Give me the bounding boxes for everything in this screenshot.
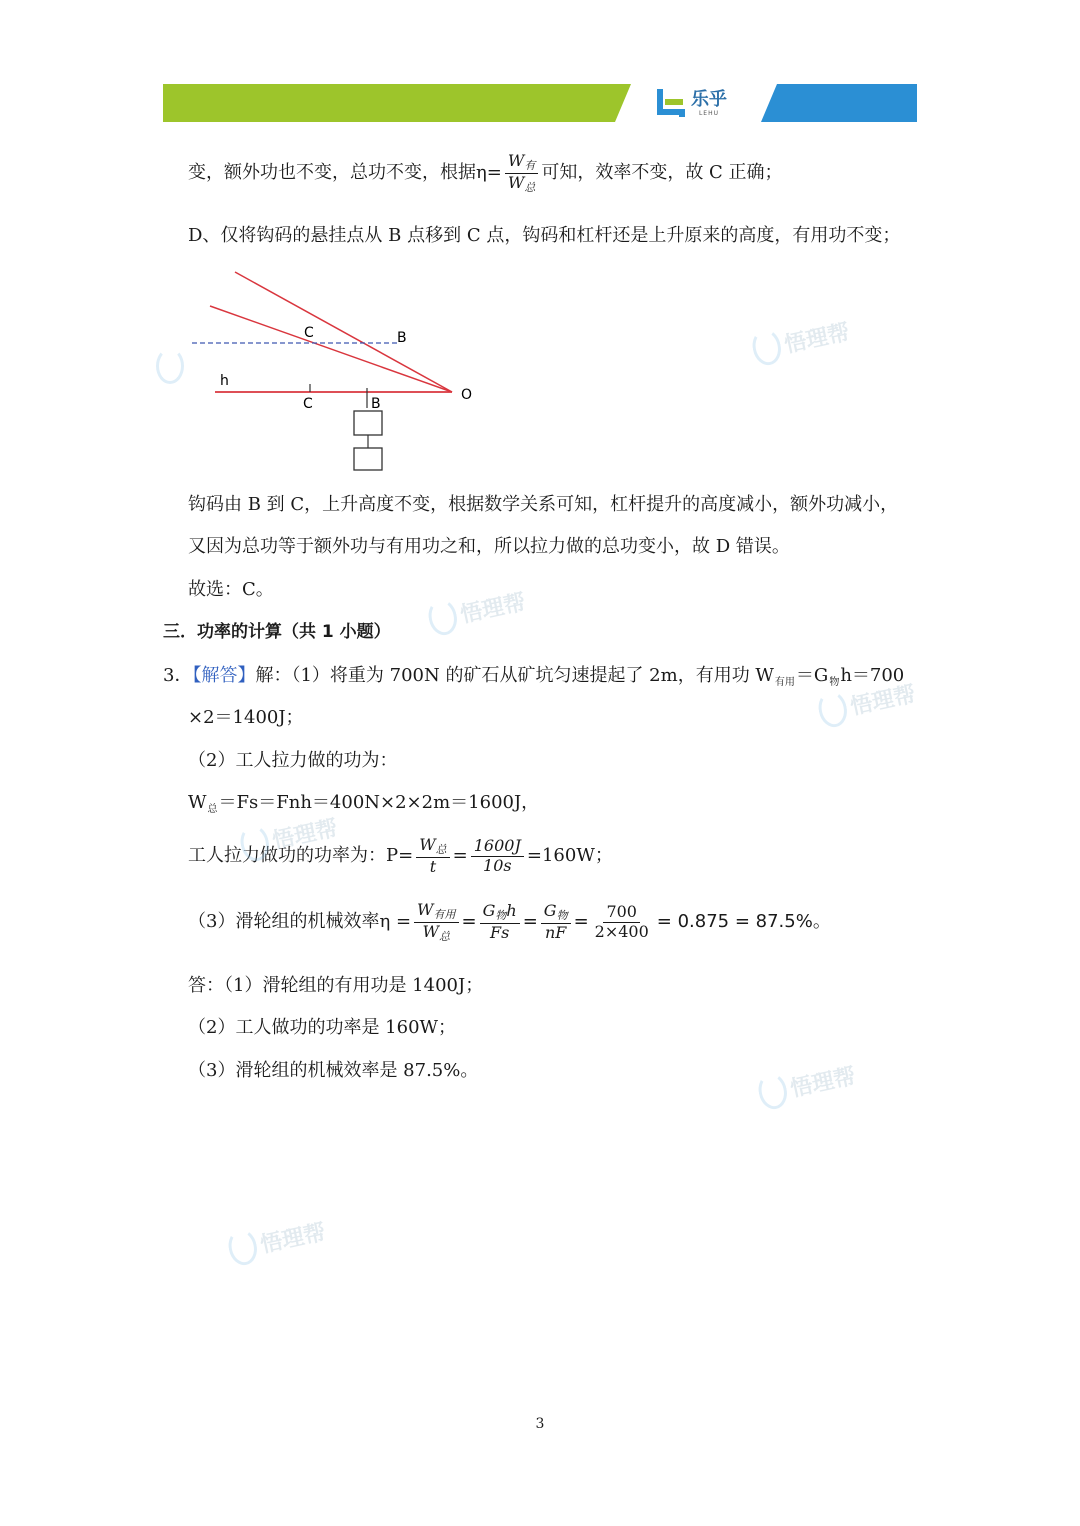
watermark-6 [225, 1212, 328, 1268]
page-number: 3 [535, 1416, 545, 1432]
eff-fraction-3 [541, 902, 571, 942]
p1-pre: 变，额外功也不变，总功不变，根据η= [188, 162, 502, 183]
watermark-text-4: 悟理帮 [270, 815, 340, 854]
lehu-logo [655, 86, 745, 120]
q3-line4-b: ＝Fs＝Fnh＝400N×2×2m＝1600J， [218, 792, 540, 813]
p1-post: 可知，效率不变，故 C 正确； [541, 162, 783, 183]
q3-sub-useful: 有用 [774, 677, 795, 688]
pf1-num-sub: 总 [435, 842, 447, 856]
p1-num: W [507, 150, 525, 170]
watermark-2 [425, 582, 528, 638]
label-h: h [220, 373, 229, 389]
ef1-den: W [422, 921, 439, 941]
label-b-bottom: B [371, 396, 381, 412]
q3-number: 3． [163, 665, 193, 686]
eff-fraction-4 [592, 903, 652, 941]
lever-diagram [190, 268, 480, 478]
ef2-num-post: h [506, 900, 517, 920]
watermark-5 [755, 1056, 858, 1112]
label-c-bottom: C [303, 396, 313, 412]
answer-1: 答：（1）滑轮组的有用功是 1400J； [188, 975, 484, 996]
watermark-text-3: 悟理帮 [848, 681, 918, 720]
watermark-text-2: 悟理帮 [458, 589, 528, 628]
q3-line1-c: h＝700 [840, 665, 905, 686]
eff-fraction-2 [480, 902, 520, 942]
logo-icon [655, 87, 689, 119]
q3-line1 [163, 663, 904, 696]
q3-line3: （2）工人拉力做的功为： [188, 750, 398, 771]
pf1-num: W [419, 834, 436, 854]
ef1-num: W [417, 899, 434, 919]
eq-3: = [573, 911, 589, 932]
ef1-den-sub: 总 [439, 929, 450, 943]
label-b-top: B [397, 330, 407, 346]
answer-3: （3）滑轮组的机械效率是 87.5%。 [188, 1060, 479, 1081]
weight-2 [354, 448, 382, 470]
lever-line-middle [210, 306, 452, 392]
header-stripes [163, 84, 917, 122]
weight-1 [354, 411, 382, 435]
power-fraction-1 [416, 836, 449, 876]
paragraph-efficiency [188, 145, 783, 201]
pf1-den: t [429, 856, 437, 876]
ef1-num-sub: 有用 [433, 907, 456, 921]
power-pre: 工人拉力做功的功率为：P= [188, 845, 414, 866]
lever-svg [190, 268, 480, 478]
ef3-num-sub: 物 [556, 908, 568, 922]
ef3-den: nF [544, 922, 567, 942]
header-banner [163, 84, 917, 122]
ef2-den: Fs [489, 922, 510, 942]
paragraph-option-d: D、仅将钩码的悬挂点从 B 点移到 C 点，钩码和杠杆还是上升原来的高度，有用功不变； [188, 225, 901, 246]
watermark-7 [156, 348, 184, 384]
ef3-num: G [543, 900, 557, 920]
q3-line4-sub: 总 [207, 804, 218, 815]
watermark-text-5: 悟理帮 [788, 1063, 858, 1102]
eta-fraction [505, 152, 538, 194]
q3-sub-object: 物 [829, 677, 840, 688]
eq-2: = [522, 911, 538, 932]
power-eq: = [452, 845, 468, 866]
logo-text: 乐乎 [691, 88, 727, 110]
watermark-text-1: 悟理帮 [782, 319, 852, 358]
logo-subtext: LEHU [698, 109, 720, 117]
paragraph-total-work: 又因为总功等于额外功与有用功之和，所以拉力做的总功变小，故 D 错误。 [188, 536, 790, 557]
lever-line-upper [235, 272, 452, 392]
q3-line1-a: 解：（1）将重为 700N 的矿石从矿坑匀速提起了 2m，有用功 W [255, 665, 774, 686]
pf2-den: 10s [483, 855, 512, 875]
watermark-1 [749, 312, 852, 368]
q3-line1-b: ＝G [795, 665, 829, 686]
answer-2: （2）工人做功的功率是 160W； [188, 1017, 457, 1038]
ef4-den: 2×400 [594, 921, 649, 941]
q3-tag: 【解答】 [192, 665, 256, 686]
label-c-top: C [304, 325, 314, 341]
q3-line4 [188, 790, 539, 823]
eff-post: = 0.875 = 87.5%。 [656, 911, 831, 932]
watermark-text-6: 悟理帮 [258, 1219, 328, 1258]
ef2-num-sub: 物 [495, 908, 507, 922]
ef2-num: G [482, 900, 496, 920]
section-heading: 三．功率的计算（共 1 小题） [163, 622, 391, 642]
eff-fraction-1 [414, 901, 458, 943]
eq-1: = [461, 911, 477, 932]
paragraph-answer-c: 故选：C。 [188, 579, 274, 600]
p1-den-sub: 总 [524, 180, 536, 194]
q3-line2: ×2＝1400J； [188, 707, 304, 728]
paragraph-b-to-c: 钩码由 B 到 C，上升高度不变，根据数学关系可知，杠杆提升的高度减小，额外功减小， [188, 494, 899, 515]
label-o: O [461, 387, 473, 403]
eff-pre: （3）滑轮组的机械效率η = [188, 911, 412, 932]
power-fraction-2 [471, 837, 524, 875]
q3-efficiency-line [188, 892, 831, 952]
q3-line4-a: W [188, 792, 207, 813]
p1-den: W [507, 172, 525, 192]
ef4-num: 700 [603, 903, 640, 922]
p1-num-sub: 有 [524, 158, 536, 172]
power-post: =160W； [526, 845, 613, 866]
pf2-num: 1600J [471, 837, 524, 856]
